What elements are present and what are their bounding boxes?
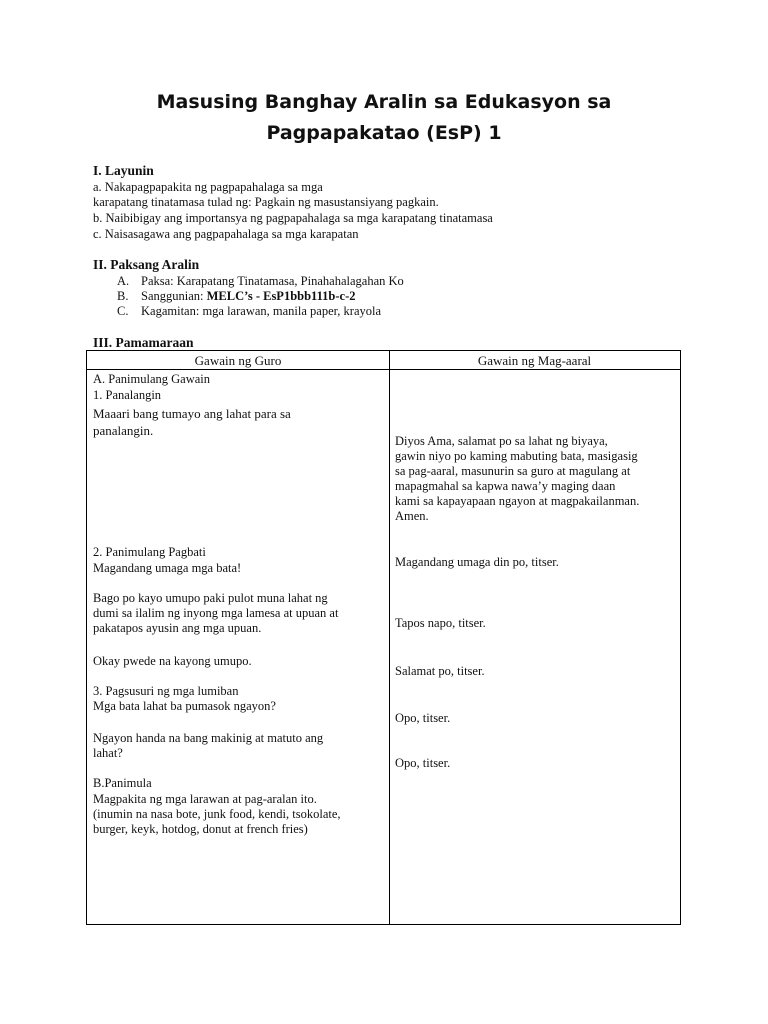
sanggunian-item bbox=[117, 289, 356, 304]
kagamitan-letter: C. bbox=[117, 304, 129, 318]
table-header-divider bbox=[87, 369, 680, 370]
opo-response-1: Opo, titser. bbox=[395, 711, 451, 725]
panalangin-heading: 1. Panalangin bbox=[93, 388, 162, 402]
tapos-response: Tapos napo, titser. bbox=[395, 616, 486, 630]
layunin-item-a-cont: karapatang tinatamasa tulad ng: Pagkain ng masustansiyang pagkain. bbox=[93, 195, 439, 209]
lumiban-text: Mga bata lahat ba pumasok ngayon? bbox=[93, 699, 276, 713]
opo-response-2: Opo, titser. bbox=[395, 756, 451, 770]
pagbati-text: Magandang umaga mga bata! bbox=[93, 561, 242, 575]
lumiban-question: Ngayon handa na bang makinig at matuto ang lahat? bbox=[93, 731, 324, 760]
panalangin-text: Maaari bang tumayo ang lahat para sa panalangin. bbox=[93, 406, 291, 438]
lumiban-heading: 3. Pagsusuri ng mga lumiban bbox=[93, 684, 239, 698]
pamamaraan-heading: III. Pamamaraan bbox=[93, 335, 194, 350]
kagamitan-text: Kagamitan: mga larawan, manila paper, krayola bbox=[141, 304, 382, 318]
layunin-item-b: b. Naibibigay ang importansya ng pagpapahalaga sa mga karapatang tinatamasa bbox=[93, 211, 493, 225]
salamat-response: Salamat po, titser. bbox=[395, 664, 485, 678]
panalangin-response: Diyos Ama, salamat po sa lahat ng biyaya, gawin niyo po kaming mabuting bata, masigasig sa pag-aaral, masunurin sa guro at magulang at mapagmahal sa kapwa nawa’y maging daan kami sa kapayapaan ngayon at magpakailanman. Amen. bbox=[395, 434, 640, 523]
panimulang-gawain-heading: A. Panimulang Gawain bbox=[93, 372, 210, 386]
paksa-letter: A. bbox=[117, 274, 130, 288]
sanggunian-letter: B. bbox=[117, 289, 129, 303]
layunin-heading: I. Layunin bbox=[93, 163, 154, 178]
sanggunian-value: MELC’s - EsP1bbb111b-c-2 bbox=[206, 289, 356, 303]
layunin-item-c: c. Naisasagawa ang pagpapahalaga sa mga karapatan bbox=[93, 227, 359, 241]
table-column-divider bbox=[389, 351, 390, 924]
pagbati-umupo: Okay pwede na kayong umupo. bbox=[93, 654, 252, 668]
paksang-aralin-heading: II. Paksang Aralin bbox=[93, 257, 200, 272]
page-title-line-2: Pagpapakatao (EsP) 1 bbox=[266, 122, 502, 144]
layunin-item-a: a. Nakapagpapakita ng pagpapahalaga sa mga bbox=[93, 180, 323, 194]
panimula-heading: B.Panimula bbox=[93, 776, 152, 790]
pagbati-response: Magandang umaga din po, titser. bbox=[395, 555, 559, 569]
pamamaraan-table bbox=[86, 350, 681, 925]
kagamitan-item bbox=[117, 304, 381, 319]
panimula-text: Magpakita ng mga larawan at pag-aralan ito. (inumin na nasa bote, junk food, kendi, tsokolate, burger, keyk, hotdog, donut at french fries) bbox=[93, 792, 341, 836]
paksa-item bbox=[117, 274, 404, 289]
pagbati-heading: 2. Panimulang Pagbati bbox=[93, 545, 206, 559]
paksa-text: Paksa: Karapatang Tinatamasa, Pinahahalagahan Ko bbox=[141, 274, 404, 288]
sanggunian-label: Sanggunian: bbox=[141, 289, 207, 303]
pagbati-instruction: Bago po kayo umupo paki pulot muna lahat ng dumi sa ilalim ng inyong mga lamesa at upuan at pakatapos ayusin ang mga upuan. bbox=[93, 591, 339, 635]
col-header-mag-aaral: Gawain ng Mag-aaral bbox=[477, 353, 592, 368]
page-title-line-1: Masusing Banghay Aralin sa Edukasyon sa bbox=[156, 91, 612, 113]
col-header-guro: Gawain ng Guro bbox=[194, 353, 282, 368]
